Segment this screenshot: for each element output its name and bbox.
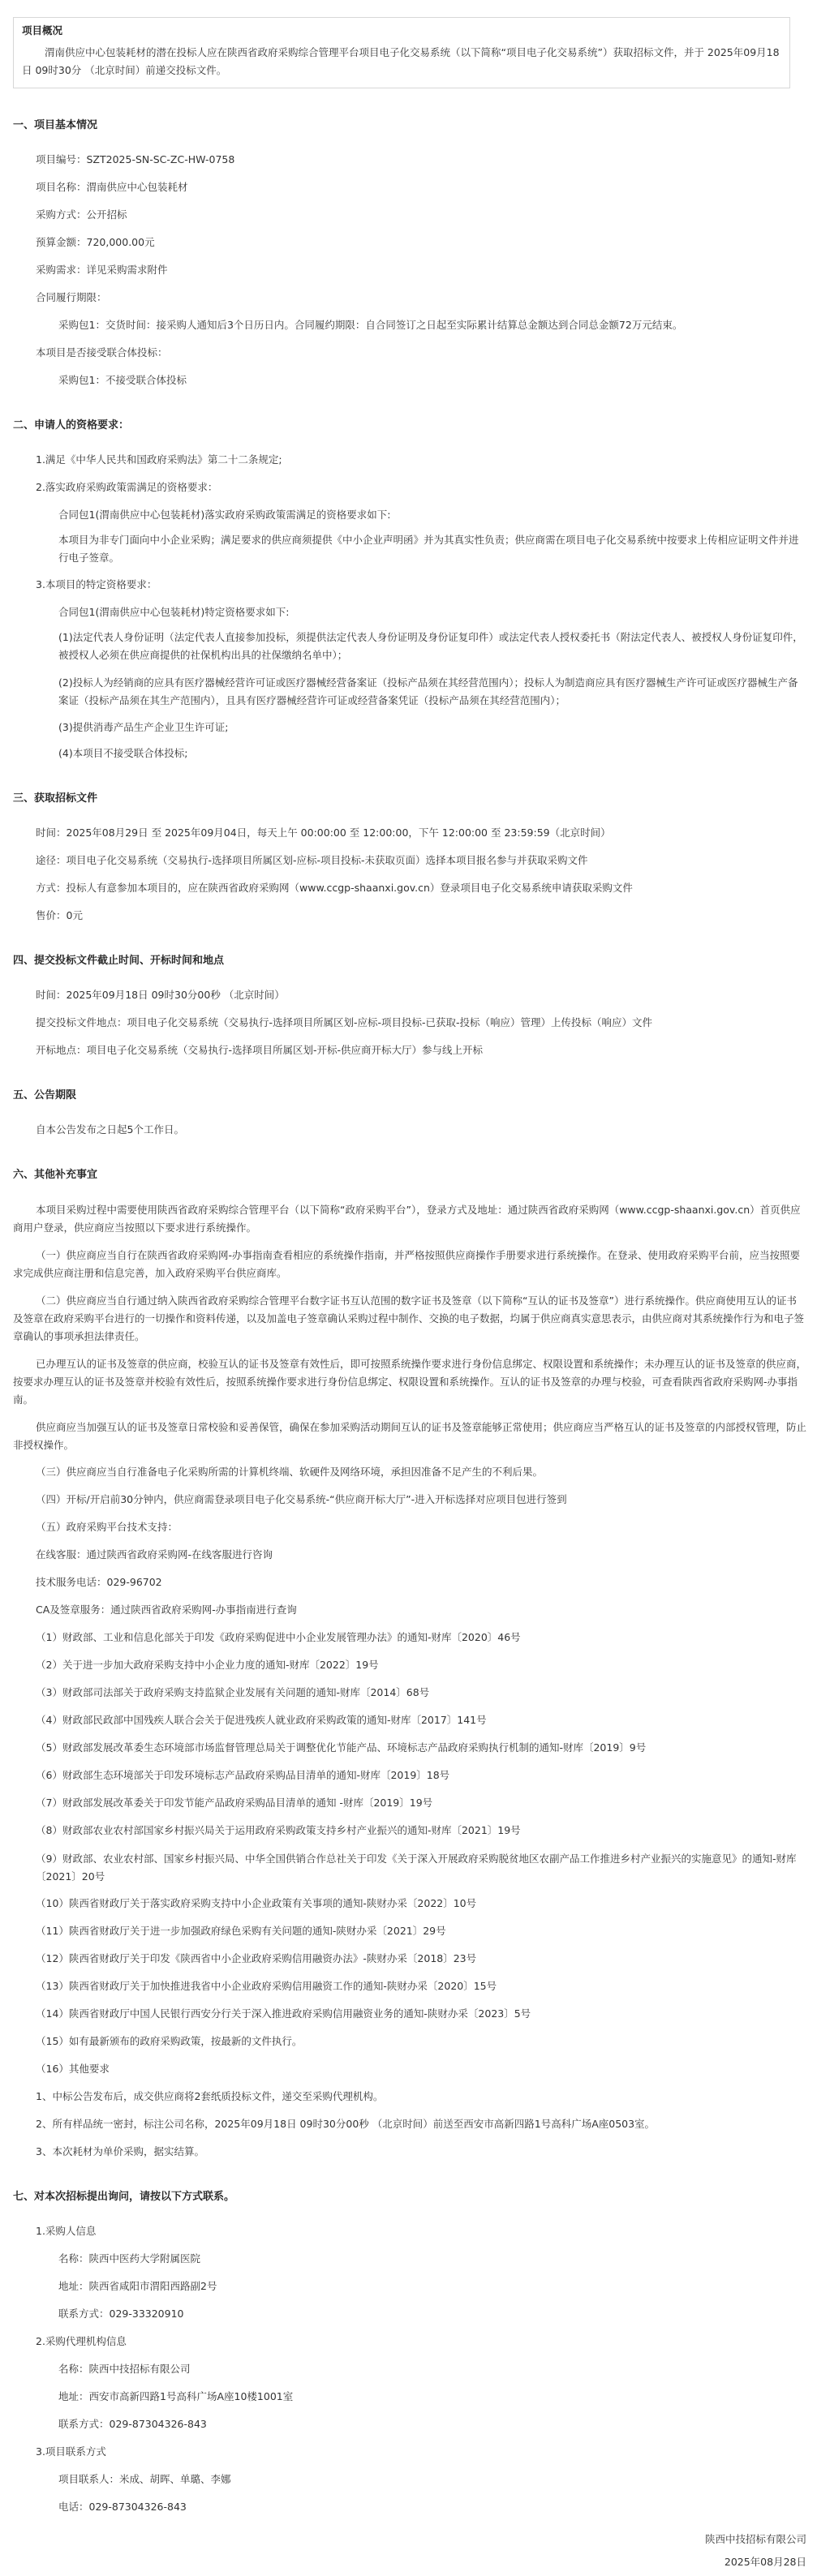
purchaser-name: 名称：陕西中医药大学附属医院 (58, 2252, 201, 2265)
section-notice-period-title: 五、公告期限 (13, 1089, 77, 1101)
support-ca: CA及签章服务：通过陕西省政府采购网-办事指南进行查询 (36, 1604, 297, 1616)
requirement-1: 1、中标公告发布后，成交供应商将2套纸质投标文件，递交至采购代理机构。 (36, 2090, 384, 2102)
policy-item: （12）陕西省财政厅关于印发《陕西省中小企业政府采购信用融资办法》-陕财办采〔2018〕23号 (36, 1952, 477, 1964)
contact-people: 项目联系人：米成、胡晖、单璐、李娜 (58, 2473, 231, 2485)
purchaser-title: 1.采购人信息 (36, 2225, 97, 2237)
qualification-p3e: (4)本项目不接受联合体投标; (58, 747, 188, 759)
other-p4: 已办理互认的证书及签章的供应商，校验互认的证书及签章有效性后，即可按照系统操作要求进行身份信息绑定、权限设置和系统操作；未办理互认的证书及签章的供应商，按要求办理互认的证书及签章并校验有效性后，按照系统操作要求进行身份信息绑定、权限设置和系统操作。互认的证书及签章的办理与校验，可查看陕西省政府采购网-办事指南。 (13, 1358, 807, 1406)
contact-phone: 电话：029-87304326-843 (58, 2501, 187, 2513)
basic-info-list (13, 152, 806, 306)
other-p5: 供应商应当加强互认的证书及签章日常校验和妥善保管，确保在参加采购活动期间互认的证书及签章能够正常使用；供应商应当严格互认的证书及签章的内部授权管理，防止非授权操作。 (13, 1421, 807, 1451)
overview-title: 项目概况 (22, 24, 63, 36)
overview-text: 渭南供应中心包装耗材的潜在投标人应在陕西省政府采购综合管理平台项目电子化交易系统（以下简称“项目电子化交易系统”）获取招标文件，并于 2025年09月18日 09时30分 （北京时间）前递交投标文件。 (22, 46, 780, 76)
qualification-p3d: (3)提供消毒产品生产企业卫生许可证; (58, 721, 229, 733)
qualification-p2b: 本项目为非专门面向中小企业采购；满足要求的供应商须提供《中小企业声明函》并为其真实性负责；供应商需在项目电子化交易系统中按要求上传相应证明文件并进行电子签章。 (58, 534, 799, 564)
section-deadline-title: 四、提交投标文件截止时间、开标时间和地点 (13, 955, 225, 967)
purchaser-phone: 联系方式：029-33320910 (58, 2308, 184, 2320)
deadline-time: 时间：2025年09月18日 09时30分00秒 （北京时间） (36, 989, 285, 1001)
consortium-value: 采购包1：不接受联合体投标 (58, 374, 187, 386)
other-p2: （一）供应商应当自行在陕西省政府采购网-办事指南查看相应的系统操作指南，并严格按照供应商操作手册要求进行系统操作。在登录、使用政府采购平台前，应当按照要求完成供应商注册和信息完善，加入政府采购平台供应商库。 (13, 1249, 801, 1279)
announcement-page (0, 17, 817, 2576)
policy-item: （6）财政部生态环境部关于印发环境标志产品政府采购品目清单的通知-财库〔2019〕18号 (36, 1769, 450, 1781)
section-contact-title: 七、对本次招标提出询问，请按以下方式联系。 (13, 2191, 235, 2203)
obtain-method: 方式：投标人有意参加本项目的，应在陕西省政府采购网（www.ccgp-shaanxi.gov.cn）登录项目电子化交易系统申请获取采购文件 (36, 882, 633, 894)
qualification-p3a: 合同包1(渭南供应中心包装耗材)特定资格要求如下: (58, 606, 290, 618)
qualification-p2: 2.落实政府采购政策需满足的资格要求： (36, 481, 218, 493)
section-qualification-title: 二、申请人的资格要求： (13, 419, 130, 431)
other-p7: （四）开标/开启前30分钟内，供应商需登录项目电子化交易系统-“供应商开标大厅”-进入开标选择对应项目包进行签到 (36, 1493, 567, 1505)
support-phone: 技术服务电话：029-96702 (36, 1576, 162, 1588)
signature-date: 2025年08月28日 (724, 2556, 806, 2568)
policy-item: （15）如有最新颁布的政府采购政策，按最新的文件执行。 (36, 2035, 303, 2047)
agency-phone: 联系方式：029-87304326-843 (58, 2418, 207, 2430)
other-p1: 本项目采购过程中需要使用陕西省政府采购综合管理平台（以下简称“政府采购平台”），登录方式及地址：通过陕西省政府采购网（www.ccgp-shaanxi.gov.cn）首页供应商用户登录，供应商应当按照以下要求进行系统操作。 (13, 1204, 801, 1234)
contract-period-label: 合同履行期限： (36, 291, 107, 303)
overview-box (13, 17, 790, 88)
policy-item: （14）陕西省财政厅中国人民银行西安分行关于深入推进政府采购信用融资业务的通知-陕财办采〔2023〕5号 (36, 2007, 531, 2020)
policy-item: （3）财政部司法部关于政府采购支持监狱企业发展有关问题的通知-财库〔2014〕68号 (36, 1686, 430, 1698)
consortium-label: 本项目是否接受联合体投标： (36, 346, 168, 358)
submit-location: 提交投标文件地点：项目电子化交易系统（交易执行-选择项目所属区划-应标-项目投标-已获取-投标（响应）管理）上传投标（响应）文件 (36, 1016, 653, 1028)
purchase-method: 采购方式：公开招标 (36, 208, 127, 221)
obtain-time: 时间：2025年08月29日 至 2025年09月04日，每天上午 00:00:00 至 12:00:00，下午 12:00:00 至 23:59:59（北京时间） (36, 826, 611, 839)
qualification-p3b: (1)法定代表人身份证明（法定代表人直接参加投标，须提供法定代表人身份证明及身份证复印件）或法定代表人授权委托书（附法定代表人、被授权人身份证复印件，被授权人必须在供应商提供的社保机构出具的社保缴纳名单中）； (58, 631, 803, 661)
section-obtain-docs-title: 三、获取招标文件 (13, 792, 98, 805)
requirement-3: 3、本次耗材为单价采购，据实结算。 (36, 2145, 204, 2157)
project-name: 项目名称：渭南供应中心包装耗材 (36, 181, 188, 193)
contract-period-value: 采购包1：交货时间：接采购人通知后3个日历日内。合同履约期限：自合同签订之日起至实际累计结算总金额达到合同总金额72万元结束。 (58, 319, 683, 331)
policy-item: （5）财政部发展改革委生态环境部市场监督管理总局关于调整优化节能产品、环境标志产品政府采购执行机制的通知-财库〔2019〕9号 (36, 1741, 647, 1754)
qualification-p3: 3.本项目的特定资格要求： (36, 578, 157, 590)
policy-item: （1）财政部、工业和信息化部关于印发《政府采购促进中小企业发展管理办法》的通知-财库〔2020〕46号 (36, 1631, 521, 1643)
policy-list (13, 1629, 806, 2077)
agency-title: 2.采购代理机构信息 (36, 2335, 127, 2347)
policy-item: （7）财政部发展改革委关于印发节能产品政府采购品目清单的通知 -财库〔2019〕19号 (36, 1797, 433, 1809)
policy-item: （2）关于进一步加大政府采购支持中小企业力度的通知-财库〔2022〕19号 (36, 1659, 379, 1671)
other-requirements-title: （16）其他要求 (36, 2063, 110, 2075)
project-number: 项目编号：SZT2025-SN-SC-ZC-HW-0758 (36, 153, 235, 165)
obtain-price: 售价：0元 (36, 909, 83, 921)
policy-item: （4）财政部民政部中国残疾人联合会关于促进残疾人就业政府采购政策的通知-财库〔2017〕141号 (36, 1714, 487, 1726)
other-p8: （五）政府采购平台技术支持： (36, 1521, 178, 1533)
contact-title: 3.项目联系方式 (36, 2445, 106, 2458)
budget-amount: 预算金额：720,000.00元 (36, 236, 155, 248)
other-p3: （二）供应商应当自行通过纳入陕西省政府采购综合管理平台数字证书互认范围的数字证书及签章（以下简称“互认的证书及签章”）进行系统操作。供应商使用互认的证书及签章在政府采购平台进行的一切操作和资料传递，以及加盖电子签章确认采购过程中制作、交换的电子数据，均属于供应商真实意思表示，由供应商对其系统操作行为和电子签章确认的事项承担法律责任。 (13, 1294, 805, 1342)
agency-name: 名称：陕西中技招标有限公司 (58, 2363, 191, 2375)
obtain-route: 途径：项目电子化交易系统（交易执行-选择项目所属区划-应标-项目投标-未获取页面）选择本项目报名参与并获取采购文件 (36, 854, 588, 866)
qualification-p2a: 合同包1(渭南供应中心包装耗材)落实政府采购政策需满足的资格要求如下: (58, 509, 391, 521)
other-p6: （三）供应商应当自行准备电子化采购所需的计算机终端、软硬件及网络环境，承担因准备不足产生的不利后果。 (36, 1466, 544, 1478)
purchase-requirement: 采购需求：详见采购需求附件 (36, 264, 168, 276)
qualification-p3c: (2)投标人为经销商的应具有医疗器械经营许可证或医疗器械经营备案证（投标产品须在其经营范围内）；投标人为制造商应具有医疗器械生产许可证或医疗器械生产备案证（投标产品须在其生产范围内），且具有医疗器械经营许可证或经营备案凭证（投标产品须在其经营范围内）； (58, 676, 798, 706)
purchaser-address: 地址：陕西省咸阳市渭阳西路副2号 (58, 2280, 217, 2292)
opening-location: 开标地点：项目电子化交易系统（交易执行-选择项目所属区划-开标-供应商开标大厅）参与线上开标 (36, 1044, 484, 1056)
section-other-title: 六、其他补充事宜 (13, 1169, 98, 1181)
signature-company: 陕西中技招标有限公司 (704, 2533, 806, 2545)
policy-item: （10）陕西省财政厅关于落实政府采购支持中小企业政策有关事项的通知-陕财办采〔2022〕10号 (36, 1897, 477, 1909)
support-online: 在线客服：通过陕西省政府采购网-在线客服进行咨询 (36, 1548, 273, 1561)
requirement-2: 2、所有样品统一密封，标注公司名称，2025年09月18日 09时30分00秒 （北京时间）前送至西安市高新四路1号高科广场A座0503室。 (36, 2118, 656, 2130)
section-basic-info-title: 一、项目基本情况 (13, 119, 98, 131)
policy-item: （8）财政部农业农村部国家乡村振兴局关于运用政府采购政策支持乡村产业振兴的通知-财库〔2021〕19号 (36, 1824, 521, 1836)
policy-item: （13）陕西省财政厅关于加快推进我省中小企业政府采购信用融资工作的通知-陕财办采〔2020〕15号 (36, 1980, 497, 1992)
policy-item: （9）财政部、农业农村部、国家乡村振兴局、中华全国供销合作总社关于印发《关于深入开展政府采购脱贫地区农副产品工作推进乡村产业振兴的实施意见》的通知-财库〔2021〕20号 (36, 1853, 797, 1883)
qualification-p1: 1.满足《中华人民共和国政府采购法》第二十二条规定; (36, 453, 282, 466)
agency-address: 地址：西安市高新四路1号高科广场A座10楼1001室 (58, 2390, 294, 2402)
notice-period-text: 自本公告发布之日起5个工作日。 (36, 1123, 184, 1136)
policy-item: （11）陕西省财政厅关于进一步加强政府绿色采购有关问题的通知-陕财办采〔2021〕29号 (36, 1925, 446, 1937)
